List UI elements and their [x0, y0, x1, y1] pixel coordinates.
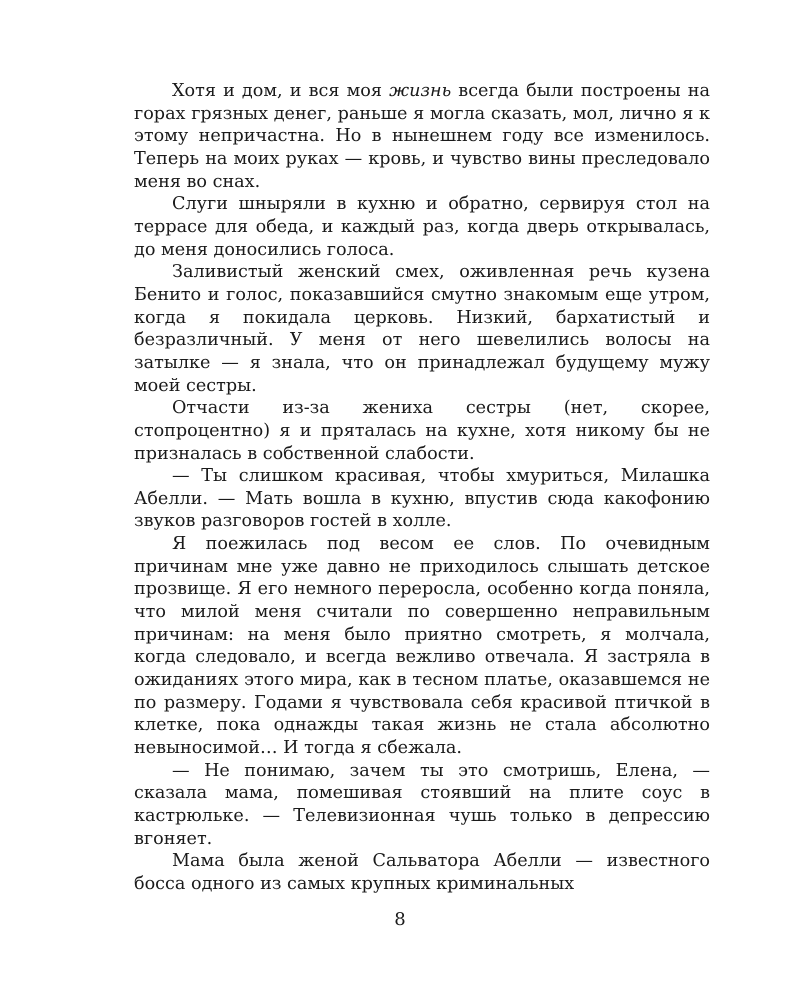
paragraph-text: Хотя и дом, и вся моя: [172, 81, 390, 101]
paragraph: Я поежилась под весом ее слов. По очевидным причинам мне уже давно не приходилось слышать детское прозвище. Я его немного переросла, особенно когда поняла, что милой меня считали по совершенно неправильным причинам: на меня было приятно смотреть, я молчала, когда следовало, и всегда вежливо отвечала. Я застряла в ожиданиях этого мира, как в тесном платье, оказавшемся не по размеру. Годами я чувствовала себя красивой птичкой в клетке, пока однажды такая жизнь не стала абсолютно невыносимой… И тогда я сбежала.: [134, 534, 710, 759]
paragraph: Слуги шныряли в кухню и обратно, сервируя стол на террасе для обеда, и каждый раз, когда дверь открывалась, до меня доносились голоса.: [134, 194, 710, 260]
paragraph-text: всегда были построены на горах грязных денег, раньше я могла сказать, мол, лично я к этому непричастна. Но в нынешнем году все изменилось. Теперь на моих руках — кровь, и чувство вины преследовало меня во снах.: [134, 81, 710, 192]
page-number: 8: [394, 909, 406, 930]
paragraph: [134, 80, 710, 193]
paragraph: — Не понимаю, зачем ты это смотришь, Елена, — сказала мама, помешивая стоявший на плите соус в кастрюльке. — Телевизионная чушь только в депрессию вгоняет.: [134, 760, 710, 849]
body-text: [134, 80, 710, 896]
emphasized-word: жизнь: [389, 81, 452, 101]
paragraph: — Ты слишком красивая, чтобы хмуриться, Милашка Абелли. — Мать вошла в кухню, впустив сюда какофонию звуков разговоров гостей в холле.: [134, 466, 710, 532]
paragraph: Заливистый женский смех, оживленная речь кузена Бенито и голос, показавшийся смутно знакомым еще утром, когда я покидала церковь. Низкий, бархатистый и безразличный. У меня от него шевелились волосы на затылке — я знала, что он принадлежал будущему мужу моей сестры.: [134, 262, 710, 396]
paragraph: Мама была женой Сальватора Абелли — известного босса одного из самых крупных криминальных: [134, 851, 710, 894]
paragraph: Отчасти из-за жениха сестры (нет, скорее, стопроцентно) я и пряталась на кухне, хотя никому бы не призналась в собственной слабости.: [134, 398, 710, 464]
